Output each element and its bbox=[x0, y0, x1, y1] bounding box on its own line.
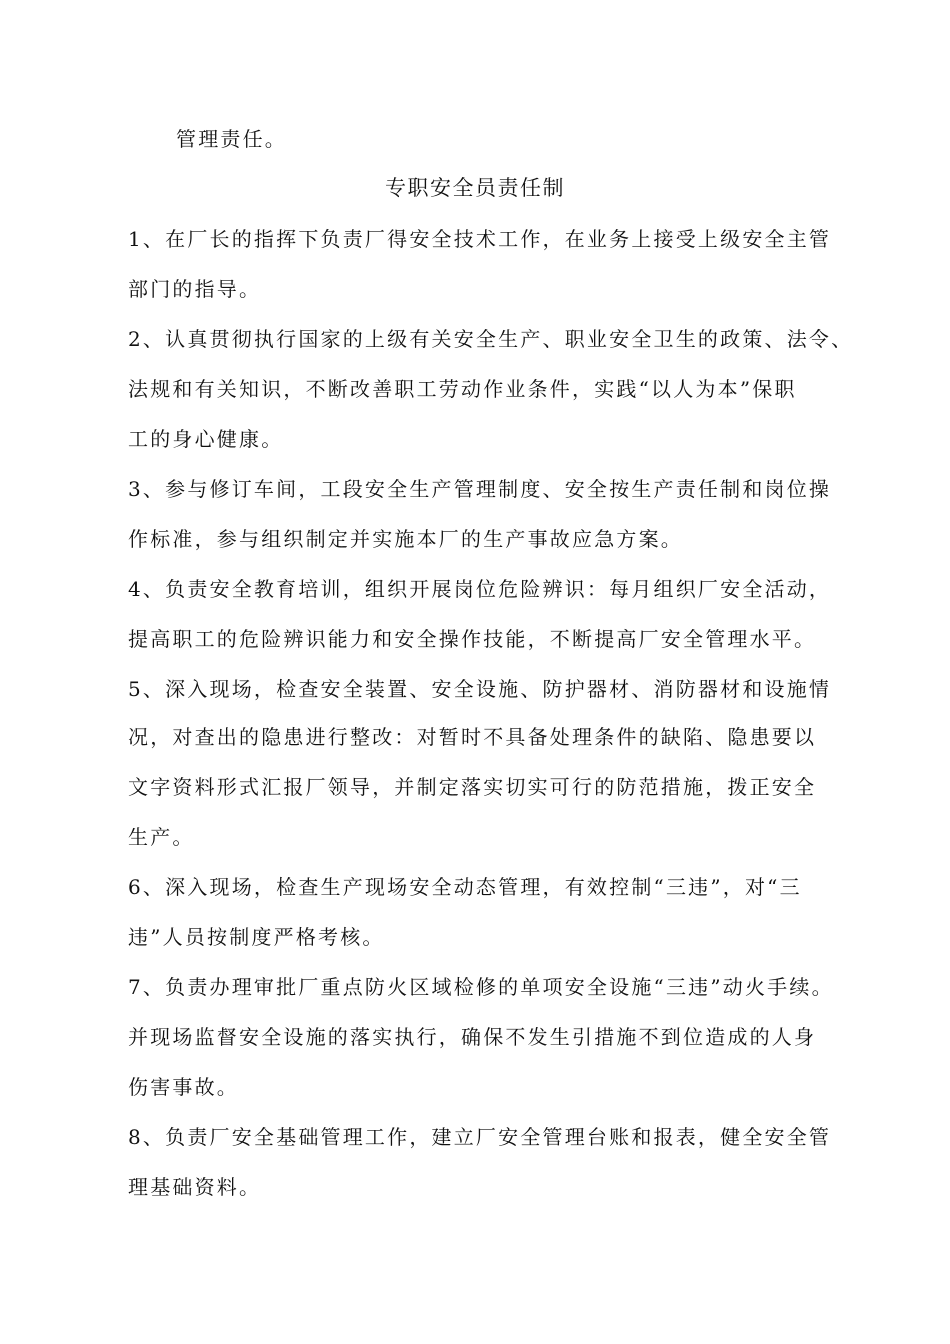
item-line: 并现场监督安全设施的落实执行，确保不发生引措施不到位造成的人身 bbox=[128, 1025, 817, 1049]
item-line: 生产。 bbox=[128, 825, 195, 849]
item-line: 1、在厂长的指挥下负责厂得安全技术工作，在业务上接受上级安全主管 bbox=[128, 227, 832, 251]
item-line: 违”人员按制度严格考核。 bbox=[128, 925, 385, 949]
item-line: 法规和有关知识，不断改善职工劳动作业条件，实践“以人为本”保职 bbox=[128, 377, 797, 401]
item-line: 况，对查出的隐患进行整改：对暂时不具备处理条件的缺陷、隐患要以 bbox=[128, 725, 817, 749]
item-line: 4、负责安全教育培训，组织开展岗位危险辨识：每月组织厂安全活动， bbox=[128, 577, 832, 601]
item-line: 8、负责厂安全基础管理工作，建立厂安全管理台账和报表，健全安全管 bbox=[128, 1125, 832, 1149]
item-line: 6、深入现场，检查生产现场安全动态管理，有效控制“三违”，对“三 bbox=[128, 875, 802, 899]
item-line: 工的身心健康。 bbox=[128, 427, 284, 451]
item-line: 3、参与修订车间，工段安全生产管理制度、安全按生产责任制和岗位操 bbox=[128, 477, 832, 501]
item-line: 理基础资料。 bbox=[128, 1175, 262, 1199]
item-line: 7、负责办理审批厂重点防火区域检修的单项安全设施“三违”动火手续。 bbox=[128, 975, 834, 999]
document-title: 专职安全员责任制 bbox=[385, 176, 565, 200]
item-line: 部门的指导。 bbox=[128, 277, 262, 301]
item-line: 伤害事故。 bbox=[128, 1075, 239, 1099]
item-line: 提高职工的危险辨识能力和安全操作技能，不断提高厂安全管理水平。 bbox=[128, 627, 817, 651]
item-line: 作标准，参与组织制定并实施本厂的生产事故应急方案。 bbox=[128, 527, 683, 551]
item-line: 5、深入现场，检查安全装置、安全设施、防护器材、消防器材和设施情 bbox=[128, 677, 832, 701]
item-line: 文字资料形式汇报厂领导，并制定落实切实可行的防范措施，拨正安全 bbox=[128, 775, 817, 799]
continuation-text: 管理责任。 bbox=[176, 127, 287, 151]
item-line: 2、认真贯彻执行国家的上级有关安全生产、职业安全卫生的政策、法令、 bbox=[128, 327, 854, 351]
